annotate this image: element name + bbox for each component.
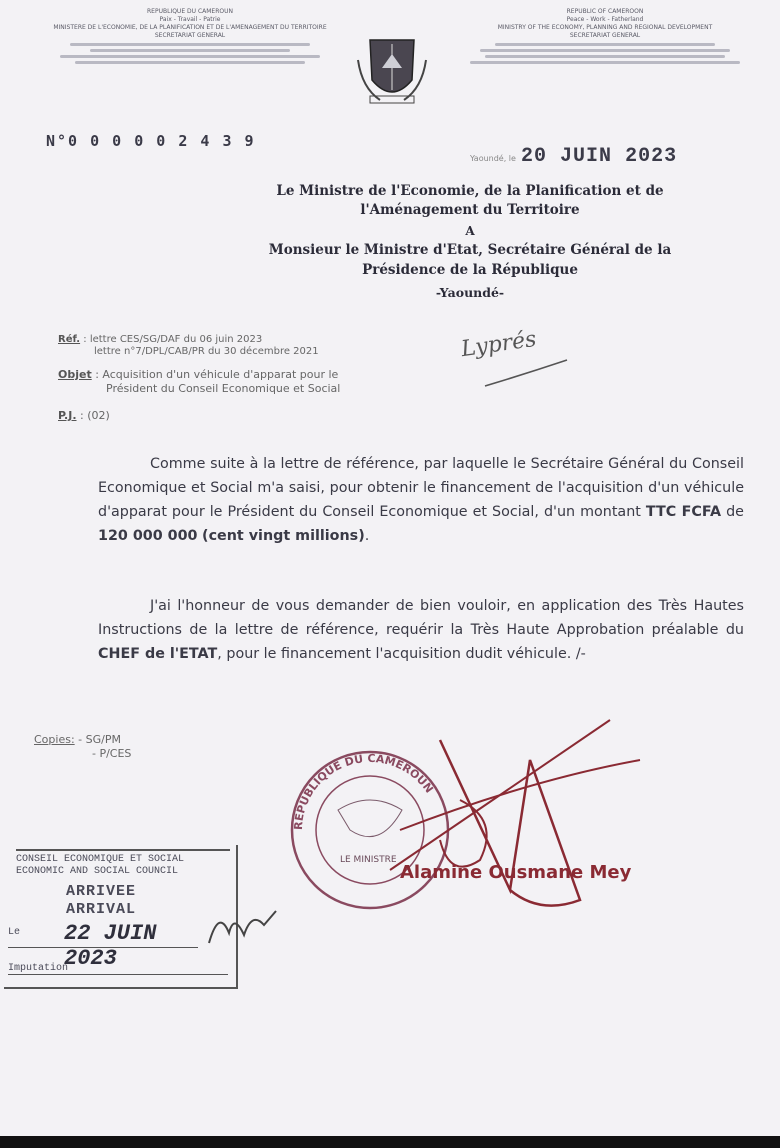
body-paragraph-1 (98, 452, 744, 548)
date-value: 20 JUIN 2023 (521, 145, 678, 168)
stamp-date: 22 JUIN 2023 (64, 921, 157, 971)
body-paragraph-2 (98, 594, 744, 666)
header-left-line-1: REPUBLIQUE DU CAMEROUN (147, 8, 233, 15)
header-left-line-3: MINISTERE DE L'ECONOMIE, DE LA PLANIFICATION ET DE L'AMENAGEMENT DU TERRITOIRE (53, 24, 327, 31)
seal-center-text: LE MINISTRE (340, 855, 397, 865)
stamp-imputation: Imputation (8, 963, 228, 975)
copies-label: Copies: (34, 733, 75, 746)
bottom-bar (0, 1136, 780, 1148)
objet-block: Objet : Acquisition d'un véhicule d'apparat pour le Président du Conseil Economique et Social (58, 368, 341, 395)
objet-text-1: Acquisition d'un véhicule d'apparat pour le (102, 368, 339, 381)
pj-text: (02) (87, 409, 110, 422)
header-right-line-1: REPUBLIC OF CAMEROON (566, 8, 644, 15)
seal-and-signature (280, 700, 660, 930)
handwritten-note: Lyprés (459, 326, 538, 363)
p2-text-a: J'ai l'honneur de vous demander de bien vouloir, en application des Très Hautes Instructions de la lettre de référence, requérir la Très Haute Approbation préalable du (98, 598, 744, 638)
p1-text-f: . (364, 528, 370, 544)
p1-text-c: de (721, 504, 744, 520)
cameroon-coat-of-arms-icon (352, 30, 432, 110)
stamp-arrival: ARRIVAL (66, 901, 137, 918)
seal-ring-text: REPUBLIQUE DU CAMEROUN (291, 751, 436, 831)
p2-text-c: , pour le financement l'acquisition dudit véhicule. /- (217, 646, 586, 662)
header-left-line-2: Paix - Travail - Patrie (159, 16, 221, 23)
copies-block (34, 733, 131, 761)
recipient-line-1: Monsieur le Ministre d'Etat, Secrétaire Général de la (268, 242, 672, 258)
stamp-initials-icon (204, 903, 284, 953)
p1-text-a: Comme suite à la lettre de référence, par laquelle le Secrétaire Général du Conseil Economique et Social m'a saisi, pour obtenir le financement de l'acquisition d'un véhicule d'apparat pour le Président du Conseil Economique et Social, d'un montant (98, 456, 744, 520)
stamp-date-prefix: Le (8, 927, 21, 938)
stamp-org-en: ECONOMIC AND SOCIAL COUNCIL (16, 866, 179, 877)
header-right (450, 8, 760, 67)
ref-text-2: lettre n°7/DPL/CAB/PR du 30 décembre 2021 (94, 346, 319, 357)
p1-amount-words: (cent vingt millions) (202, 528, 365, 544)
reference-number: N°0 0 0 0 0 2 4 3 9 (46, 132, 256, 150)
p2-chef-etat: CHEF de l'ETAT (98, 646, 218, 662)
ref-text-1: lettre CES/SG/DAF du 06 juin 2023 (89, 334, 263, 345)
header-left (40, 8, 340, 67)
recipient-line-2: Présidence de la République (362, 262, 578, 278)
header-right-line-4: SECRETARIAT GENERAL (569, 32, 641, 39)
header-left-line-4: SECRETARIAT GENERAL (154, 32, 226, 39)
to-marker: A (465, 224, 475, 238)
signer-name: Alamine Ousmane Mey (400, 862, 632, 883)
date-label: Yaoundé, le (470, 154, 516, 163)
official-seal-icon (280, 700, 660, 930)
reference-block: Réf. : lettre CES/SG/DAF du 06 juin 2023 lettre n°7/DPL/CAB/PR du 30 décembre 2021 (58, 334, 319, 357)
handwritten-annotation (455, 326, 575, 390)
pj-label: P.J. (58, 409, 77, 422)
letter-date (470, 145, 677, 168)
objet-text-2: Président du Conseil Economique et Social (106, 382, 341, 395)
recipient-city: -Yaoundé- (435, 285, 505, 300)
header-right-line-3: MINISTRY OF THE ECONOMY, PLANNING AND REGIONAL DEVELOPMENT (497, 24, 713, 31)
stamp-arrivee: ARRIVEE (66, 883, 137, 900)
copies-item-1: - SG/PM (78, 733, 121, 746)
sender: Le Ministre de l'Economie, de la Planification et de l'Aménagement du Territoire (276, 183, 664, 218)
svg-text:REPUBLIQUE DU CAMEROUN (292, 752, 436, 830)
copies-item-2: - P/CES (92, 747, 132, 760)
p1-currency: TTC FCFA (645, 504, 722, 520)
header-right-line-2: Peace - Work - Fatherland (566, 16, 644, 23)
objet-label: Objet (58, 368, 92, 381)
arrival-stamp (4, 845, 238, 989)
pj-block: P.J. : (02) (58, 409, 110, 422)
ref-label: Réf. (58, 334, 81, 345)
p1-amount: 120 000 000 (98, 528, 198, 544)
stamp-org-fr: CONSEIL ECONOMIQUE ET SOCIAL (16, 854, 185, 865)
